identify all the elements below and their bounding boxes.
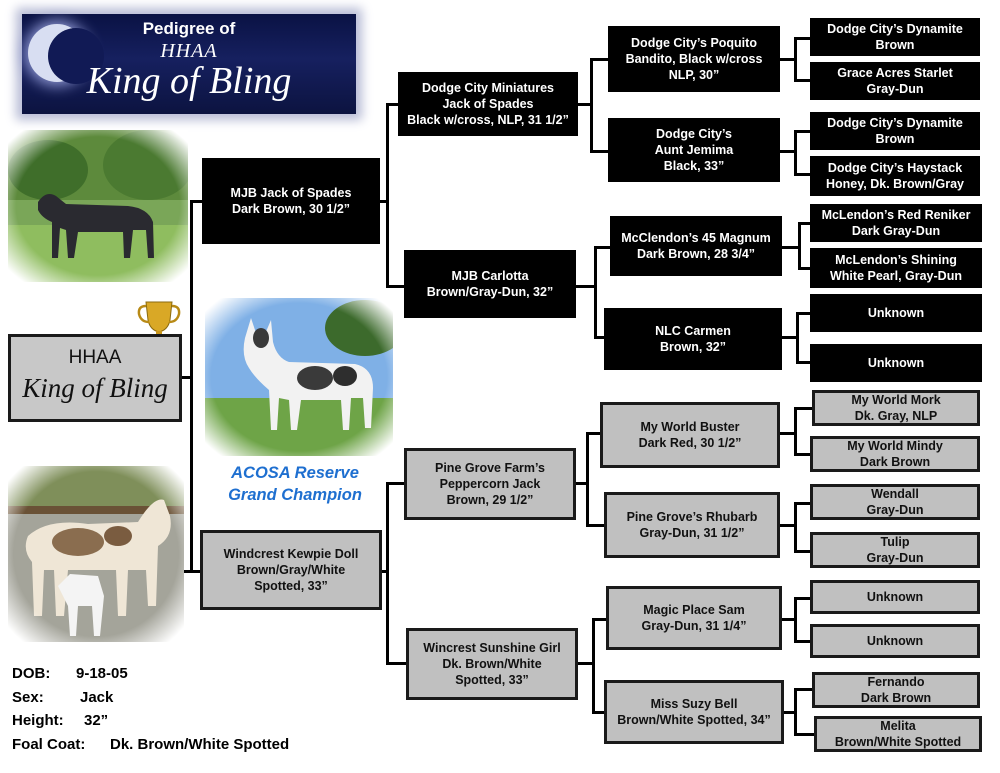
connector — [794, 733, 814, 736]
ancestor-name: Dodge City’s Dynamite — [827, 22, 963, 36]
connector — [590, 58, 593, 153]
title-banner — [22, 14, 356, 114]
dob-value: 9-18-05 — [76, 665, 128, 682]
connector — [794, 688, 812, 691]
ancestor-box — [810, 624, 980, 658]
connector — [794, 453, 810, 456]
ancestor-detail: Dark Brown, 28 3/4” — [636, 247, 756, 261]
ancestor-box — [810, 248, 982, 288]
ancestor-name: Wincrest Sunshine Girl — [423, 641, 561, 655]
connector — [794, 597, 797, 643]
ancestor-box — [608, 26, 780, 92]
connector — [796, 312, 799, 364]
connector — [590, 58, 610, 61]
dam-dam-box — [406, 628, 578, 700]
connector — [594, 246, 597, 339]
award-line-1: ACOSA Reserve — [231, 464, 359, 482]
connector — [794, 407, 812, 410]
award-photo — [205, 298, 393, 456]
connector — [592, 618, 595, 714]
ancestor-name: Magic Place Sam — [643, 603, 745, 617]
banner-line-2: HHAA — [160, 40, 218, 62]
ancestor-box — [810, 204, 982, 242]
ancestor-detail: Brown/White Spotted, 34” — [617, 713, 771, 727]
dam-name: Windcrest Kewpie Doll — [223, 547, 359, 561]
ancestor-name: Wendall — [871, 487, 919, 501]
ancestor-name: Dodge City’s Haystack — [827, 161, 963, 175]
horse-info — [12, 662, 289, 756]
ancestor-name: McLendon’s Shining — [835, 253, 957, 267]
ancestor-box — [606, 586, 782, 650]
subject-name: King of Bling — [22, 373, 168, 403]
connector — [794, 502, 797, 553]
connector — [794, 37, 810, 40]
ancestor-box — [608, 118, 780, 182]
ancestor-detail: NLP, 30” — [668, 68, 720, 82]
ancestor-detail: Aunt Jemima — [654, 143, 734, 157]
ancestor-box — [600, 402, 780, 468]
height-value: 32” — [84, 712, 109, 729]
connector — [798, 222, 801, 270]
ancestor-name: Dodge City’s — [656, 127, 732, 141]
dob-row — [12, 662, 289, 686]
ancestor-detail: Brown, 32” — [660, 340, 726, 354]
banner-line-1: Pedigree of — [142, 19, 236, 38]
ancestor-name: Tulip — [880, 535, 910, 549]
connector — [796, 361, 810, 364]
ancestor-detail: Dark Brown — [859, 455, 931, 469]
dob-label: DOB: — [12, 665, 51, 682]
dam-detail: Brown/Gray/White — [236, 563, 346, 577]
ancestor-detail: Dk. Brown/White — [442, 657, 542, 671]
ancestor-box — [810, 18, 980, 56]
ancestor-detail: Brown/White Spotted — [834, 735, 962, 749]
ancestor-box — [810, 156, 980, 196]
connector — [190, 200, 193, 572]
ancestor-detail: Brown, 29 1/2” — [446, 493, 534, 507]
subject-box — [8, 334, 182, 422]
ancestor-detail: Black, 33” — [663, 159, 725, 173]
sex-label: Sex: — [12, 688, 44, 706]
connector — [386, 482, 406, 485]
connector — [794, 173, 810, 176]
ancestor-detail: Jack of Spades — [442, 97, 534, 111]
ancestor-name: Dodge City’s Dynamite — [827, 116, 963, 130]
ancestor-name: My World Mork — [851, 393, 941, 407]
sex-value: Jack — [80, 688, 114, 706]
ancestor-name: McClendon’s 45 Magnum — [621, 231, 771, 245]
connector — [586, 524, 606, 527]
ancestor-name: McLendon’s Red Reniker — [821, 208, 971, 222]
connector — [794, 130, 810, 133]
ancestor-box — [810, 294, 982, 332]
height-label: Height: — [12, 712, 64, 729]
ancestor-detail: Dark Brown — [860, 691, 932, 705]
connector — [798, 222, 810, 225]
ancestor-box — [812, 390, 980, 426]
connector — [386, 482, 389, 665]
ancestor-detail: Bandito, Black w/cross — [625, 52, 763, 66]
coat-value: Dk. Brown/White Spotted — [110, 735, 290, 753]
ancestor-name: Grace Acres Starlet — [837, 66, 953, 80]
ancestor-name: Unknown — [867, 306, 925, 320]
ancestor-box — [810, 484, 980, 520]
ancestor-name: Dodge City’s Poquito — [631, 36, 757, 50]
ancestor-detail: Dark Red, 30 1/2” — [638, 436, 742, 450]
ancestor-name: Unknown — [866, 634, 924, 648]
ancestor-detail: Dark Gray-Dun — [851, 224, 941, 238]
connector — [386, 103, 389, 288]
connector — [794, 37, 797, 82]
connector — [794, 407, 797, 456]
dam-detail: Spotted, 33” — [254, 579, 328, 593]
award-caption — [205, 462, 385, 506]
connector — [386, 662, 408, 665]
ancestor-detail: Honey, Dk. Brown/Gray — [826, 177, 964, 191]
ancestor-box — [812, 672, 980, 708]
ancestor-detail: Gray-Dun, 31 1/4” — [641, 619, 747, 633]
ancestor-name: Miss Suzy Bell — [650, 697, 738, 711]
ancestor-box — [604, 680, 784, 744]
ancestor-name: My World Buster — [640, 420, 740, 434]
banner-line-3: King of Bling — [86, 60, 292, 102]
ancestor-box — [610, 216, 782, 276]
ancestor-box — [604, 492, 780, 558]
ancestor-box — [604, 308, 782, 370]
dam-photo — [8, 466, 184, 642]
award-line-2: Grand Champion — [228, 486, 362, 504]
ancestor-detail: Gray-Dun, 31 1/2” — [639, 526, 745, 540]
ancestor-name: My World Mindy — [847, 439, 943, 453]
ancestor-name: Fernando — [867, 675, 925, 689]
ancestor-box — [810, 580, 980, 614]
dam-box — [200, 530, 382, 610]
ancestor-detail: Gray-Dun — [866, 503, 924, 517]
sire-name: MJB Jack of Spades — [230, 186, 352, 200]
coat-label: Foal Coat: — [12, 735, 86, 753]
ancestor-detail: Black w/cross, NLP, 31 1/2” — [407, 113, 569, 127]
ancestor-name: Melita — [880, 719, 916, 733]
ancestor-detail: White Pearl, Gray-Dun — [830, 269, 962, 283]
ancestor-detail: Gray-Dun — [866, 82, 924, 96]
ancestor-name: Unknown — [867, 356, 925, 370]
subject-org: HHAA — [68, 347, 122, 368]
connector — [586, 432, 589, 527]
ancestor-box — [810, 436, 980, 472]
connector — [794, 502, 810, 505]
sire-dam-box — [404, 250, 576, 318]
ancestor-box — [810, 532, 980, 568]
ancestor-box — [814, 716, 982, 752]
ancestor-detail: Brown — [875, 132, 915, 146]
sex-row — [12, 686, 289, 710]
sire-sire-box — [398, 72, 578, 136]
coat-row — [12, 733, 289, 757]
ancestor-box — [810, 344, 982, 382]
ancestor-detail: Spotted, 33” — [455, 673, 529, 687]
sire-photo — [8, 130, 188, 282]
connector — [386, 285, 406, 288]
ancestor-name: Pine Grove Farm’s — [435, 461, 545, 475]
connector — [794, 550, 810, 553]
ancestor-detail: Gray-Dun — [866, 551, 924, 565]
connector — [794, 79, 810, 82]
ancestor-name: NLC Carmen — [655, 324, 731, 338]
ancestor-detail: Peppercorn Jack — [439, 477, 541, 491]
dam-sire-box — [404, 448, 576, 520]
ancestor-name: Unknown — [866, 590, 924, 604]
connector — [794, 130, 797, 176]
ancestor-detail: Dk. Gray, NLP — [854, 409, 938, 423]
ancestor-name: Pine Grove’s Rhubarb — [626, 510, 758, 524]
ancestor-box — [810, 112, 980, 150]
connector — [794, 640, 810, 643]
ancestor-box — [810, 62, 980, 100]
ancestor-detail: Brown — [875, 38, 915, 52]
connector — [796, 312, 810, 315]
connector — [794, 597, 810, 600]
connector — [576, 285, 596, 288]
sire-box — [202, 158, 380, 244]
ancestor-detail: Brown/Gray-Dun, 32” — [426, 285, 554, 299]
height-row — [12, 709, 289, 733]
connector — [590, 150, 610, 153]
sire-detail: Dark Brown, 30 1/2” — [231, 202, 351, 216]
ancestor-name: MJB Carlotta — [451, 269, 529, 283]
connector — [794, 688, 797, 736]
ancestor-name: Dodge City Miniatures — [422, 81, 554, 95]
